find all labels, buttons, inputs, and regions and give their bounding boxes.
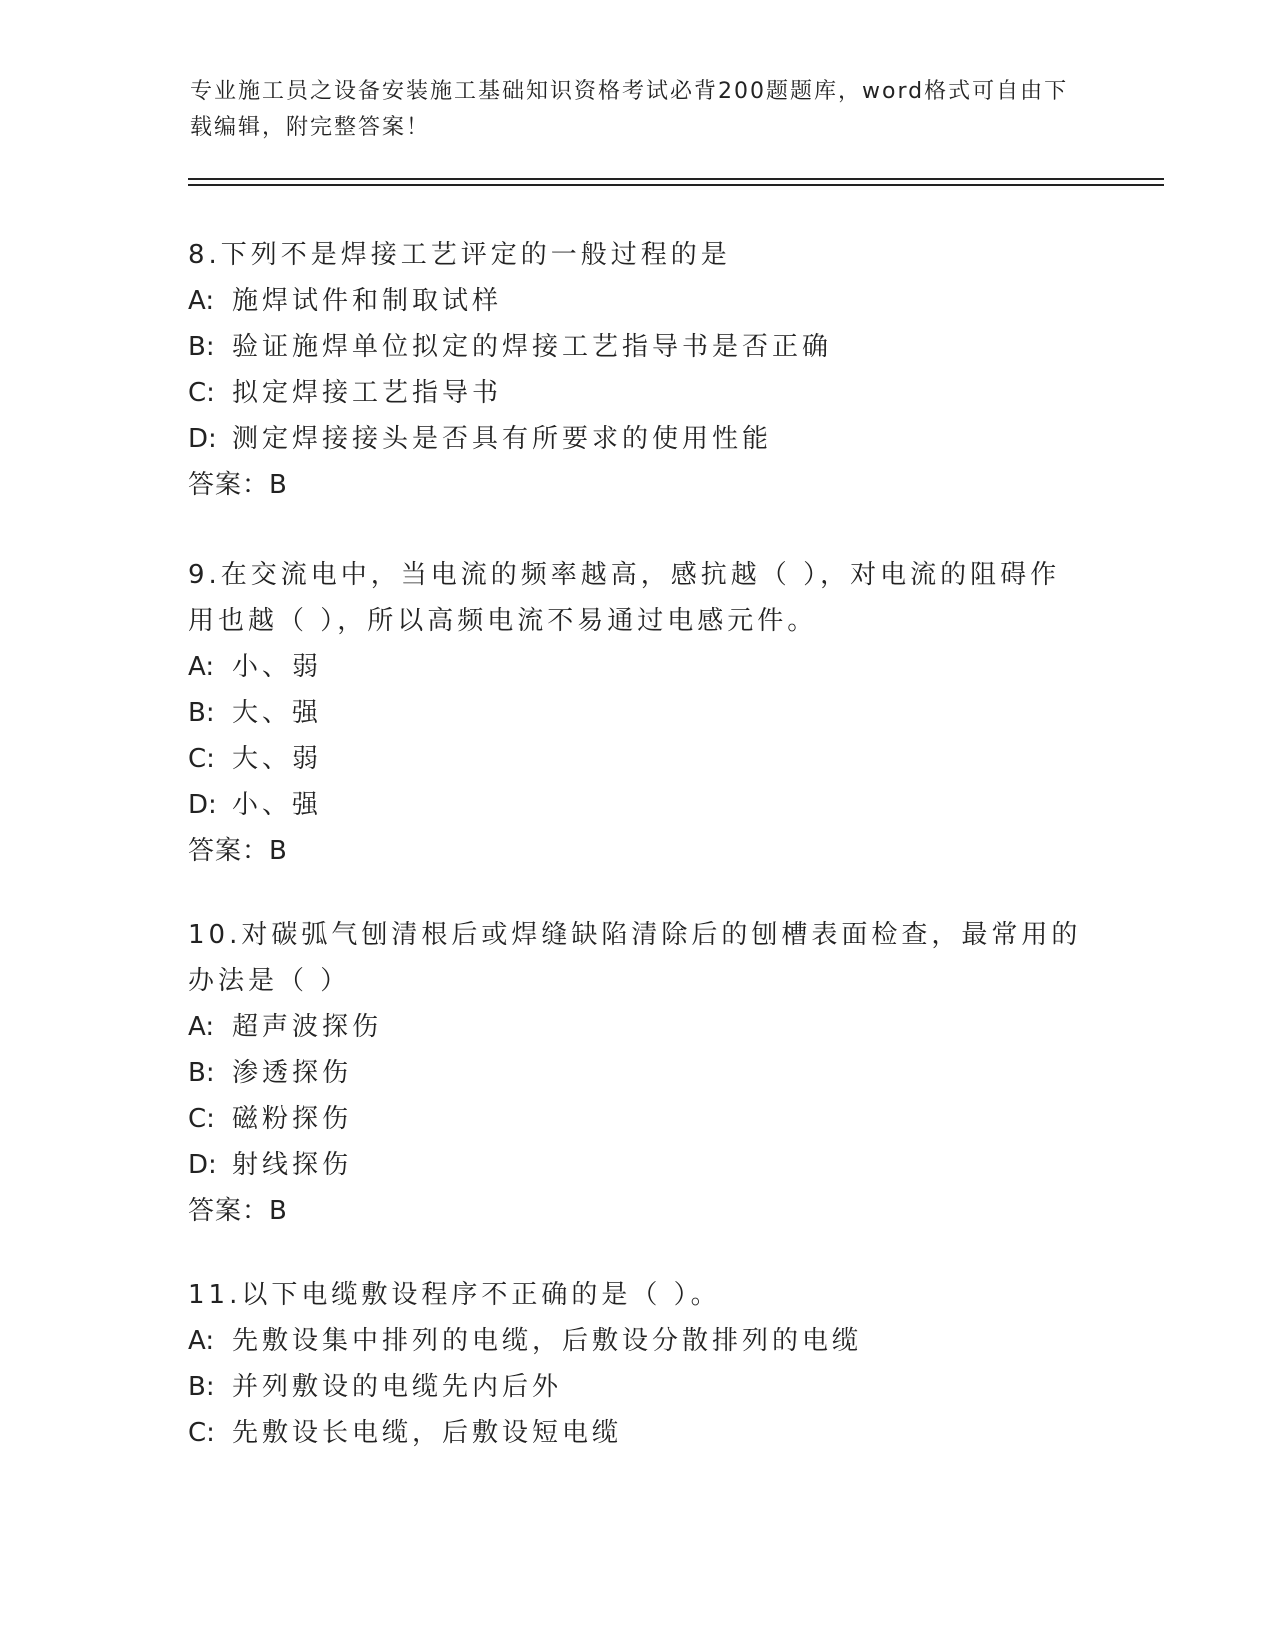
question-9 — [188, 552, 1088, 874]
option-text: 大、弱 — [232, 744, 323, 774]
option-c — [188, 1410, 1088, 1456]
question-stem: 8.下列不是焊接工艺评定的一般过程的是 — [188, 240, 731, 270]
option-text: 测定焊接接头是否具有所要求的使用性能 — [232, 424, 773, 454]
option-b — [188, 1364, 1088, 1410]
question-stem: 11.以下电缆敷设程序不正确的是（ ）。 — [188, 1280, 721, 1310]
option-letter: C: — [188, 378, 215, 408]
option-b — [188, 1050, 1088, 1096]
option-c — [188, 736, 1088, 782]
header-divider-top — [188, 178, 1164, 180]
option-text: 先敷设长电缆，后敷设短电缆 — [232, 1418, 623, 1448]
option-letter: A: — [188, 1326, 215, 1356]
option-letter: C: — [188, 1418, 215, 1448]
option-c — [188, 1096, 1088, 1142]
question-stem: 10.对碳弧气刨清根后或焊缝缺陷清除后的刨槽表面检查，最常用的办法是（ ） — [188, 920, 1082, 996]
answer-line: 答案：B — [188, 470, 288, 500]
option-letter: D: — [188, 790, 217, 820]
option-text: 先敷设集中排列的电缆，后敷设分散排列的电缆 — [232, 1326, 863, 1356]
option-b — [188, 324, 1088, 370]
option-text: 超声波探伤 — [232, 1012, 383, 1042]
question-11 — [188, 1272, 1088, 1456]
option-text: 小、弱 — [232, 652, 323, 682]
answer-line: 答案：B — [188, 836, 288, 866]
option-letter: A: — [188, 652, 215, 682]
option-letter: C: — [188, 1104, 215, 1134]
option-letter: C: — [188, 744, 215, 774]
option-a — [188, 1004, 1088, 1050]
option-text: 磁粉探伤 — [232, 1104, 353, 1134]
option-letter: A: — [188, 1012, 215, 1042]
option-c — [188, 370, 1088, 416]
header-divider-bottom — [188, 184, 1164, 186]
answer-line: 答案：B — [188, 1196, 288, 1226]
option-a — [188, 1318, 1088, 1364]
header-text: 专业施工员之设备安装施工基础知识资格考试必背200题题库，word格式可自由下载编辑，附完整答案！ — [190, 79, 1069, 140]
option-text: 并列敷设的电缆先内后外 — [232, 1372, 563, 1402]
option-letter: B: — [188, 1372, 215, 1402]
option-letter: D: — [188, 1150, 217, 1180]
option-text: 拟定焊接工艺指导书 — [232, 378, 503, 408]
option-d — [188, 416, 1088, 462]
option-text: 渗透探伤 — [232, 1058, 353, 1088]
option-a — [188, 644, 1088, 690]
option-text: 大、强 — [232, 698, 323, 728]
question-10 — [188, 912, 1088, 1234]
option-a — [188, 278, 1088, 324]
option-d — [188, 1142, 1088, 1188]
option-text: 小、强 — [232, 790, 323, 820]
option-letter: B: — [188, 332, 215, 362]
option-text: 施焊试件和制取试样 — [232, 286, 503, 316]
option-letter: B: — [188, 1058, 215, 1088]
option-text: 验证施焊单位拟定的焊接工艺指导书是否正确 — [232, 332, 833, 362]
option-letter: D: — [188, 424, 217, 454]
question-8 — [188, 232, 1088, 508]
option-letter: A: — [188, 286, 215, 316]
option-d — [188, 782, 1088, 828]
option-letter: B: — [188, 698, 215, 728]
option-b — [188, 690, 1088, 736]
document-header — [190, 74, 1090, 146]
option-text: 射线探伤 — [232, 1150, 353, 1180]
question-stem: 9.在交流电中，当电流的频率越高，感抗越（ ），对电流的阻碍作用也越（ ），所以高频电流不易通过电感元件。 — [188, 560, 1061, 636]
